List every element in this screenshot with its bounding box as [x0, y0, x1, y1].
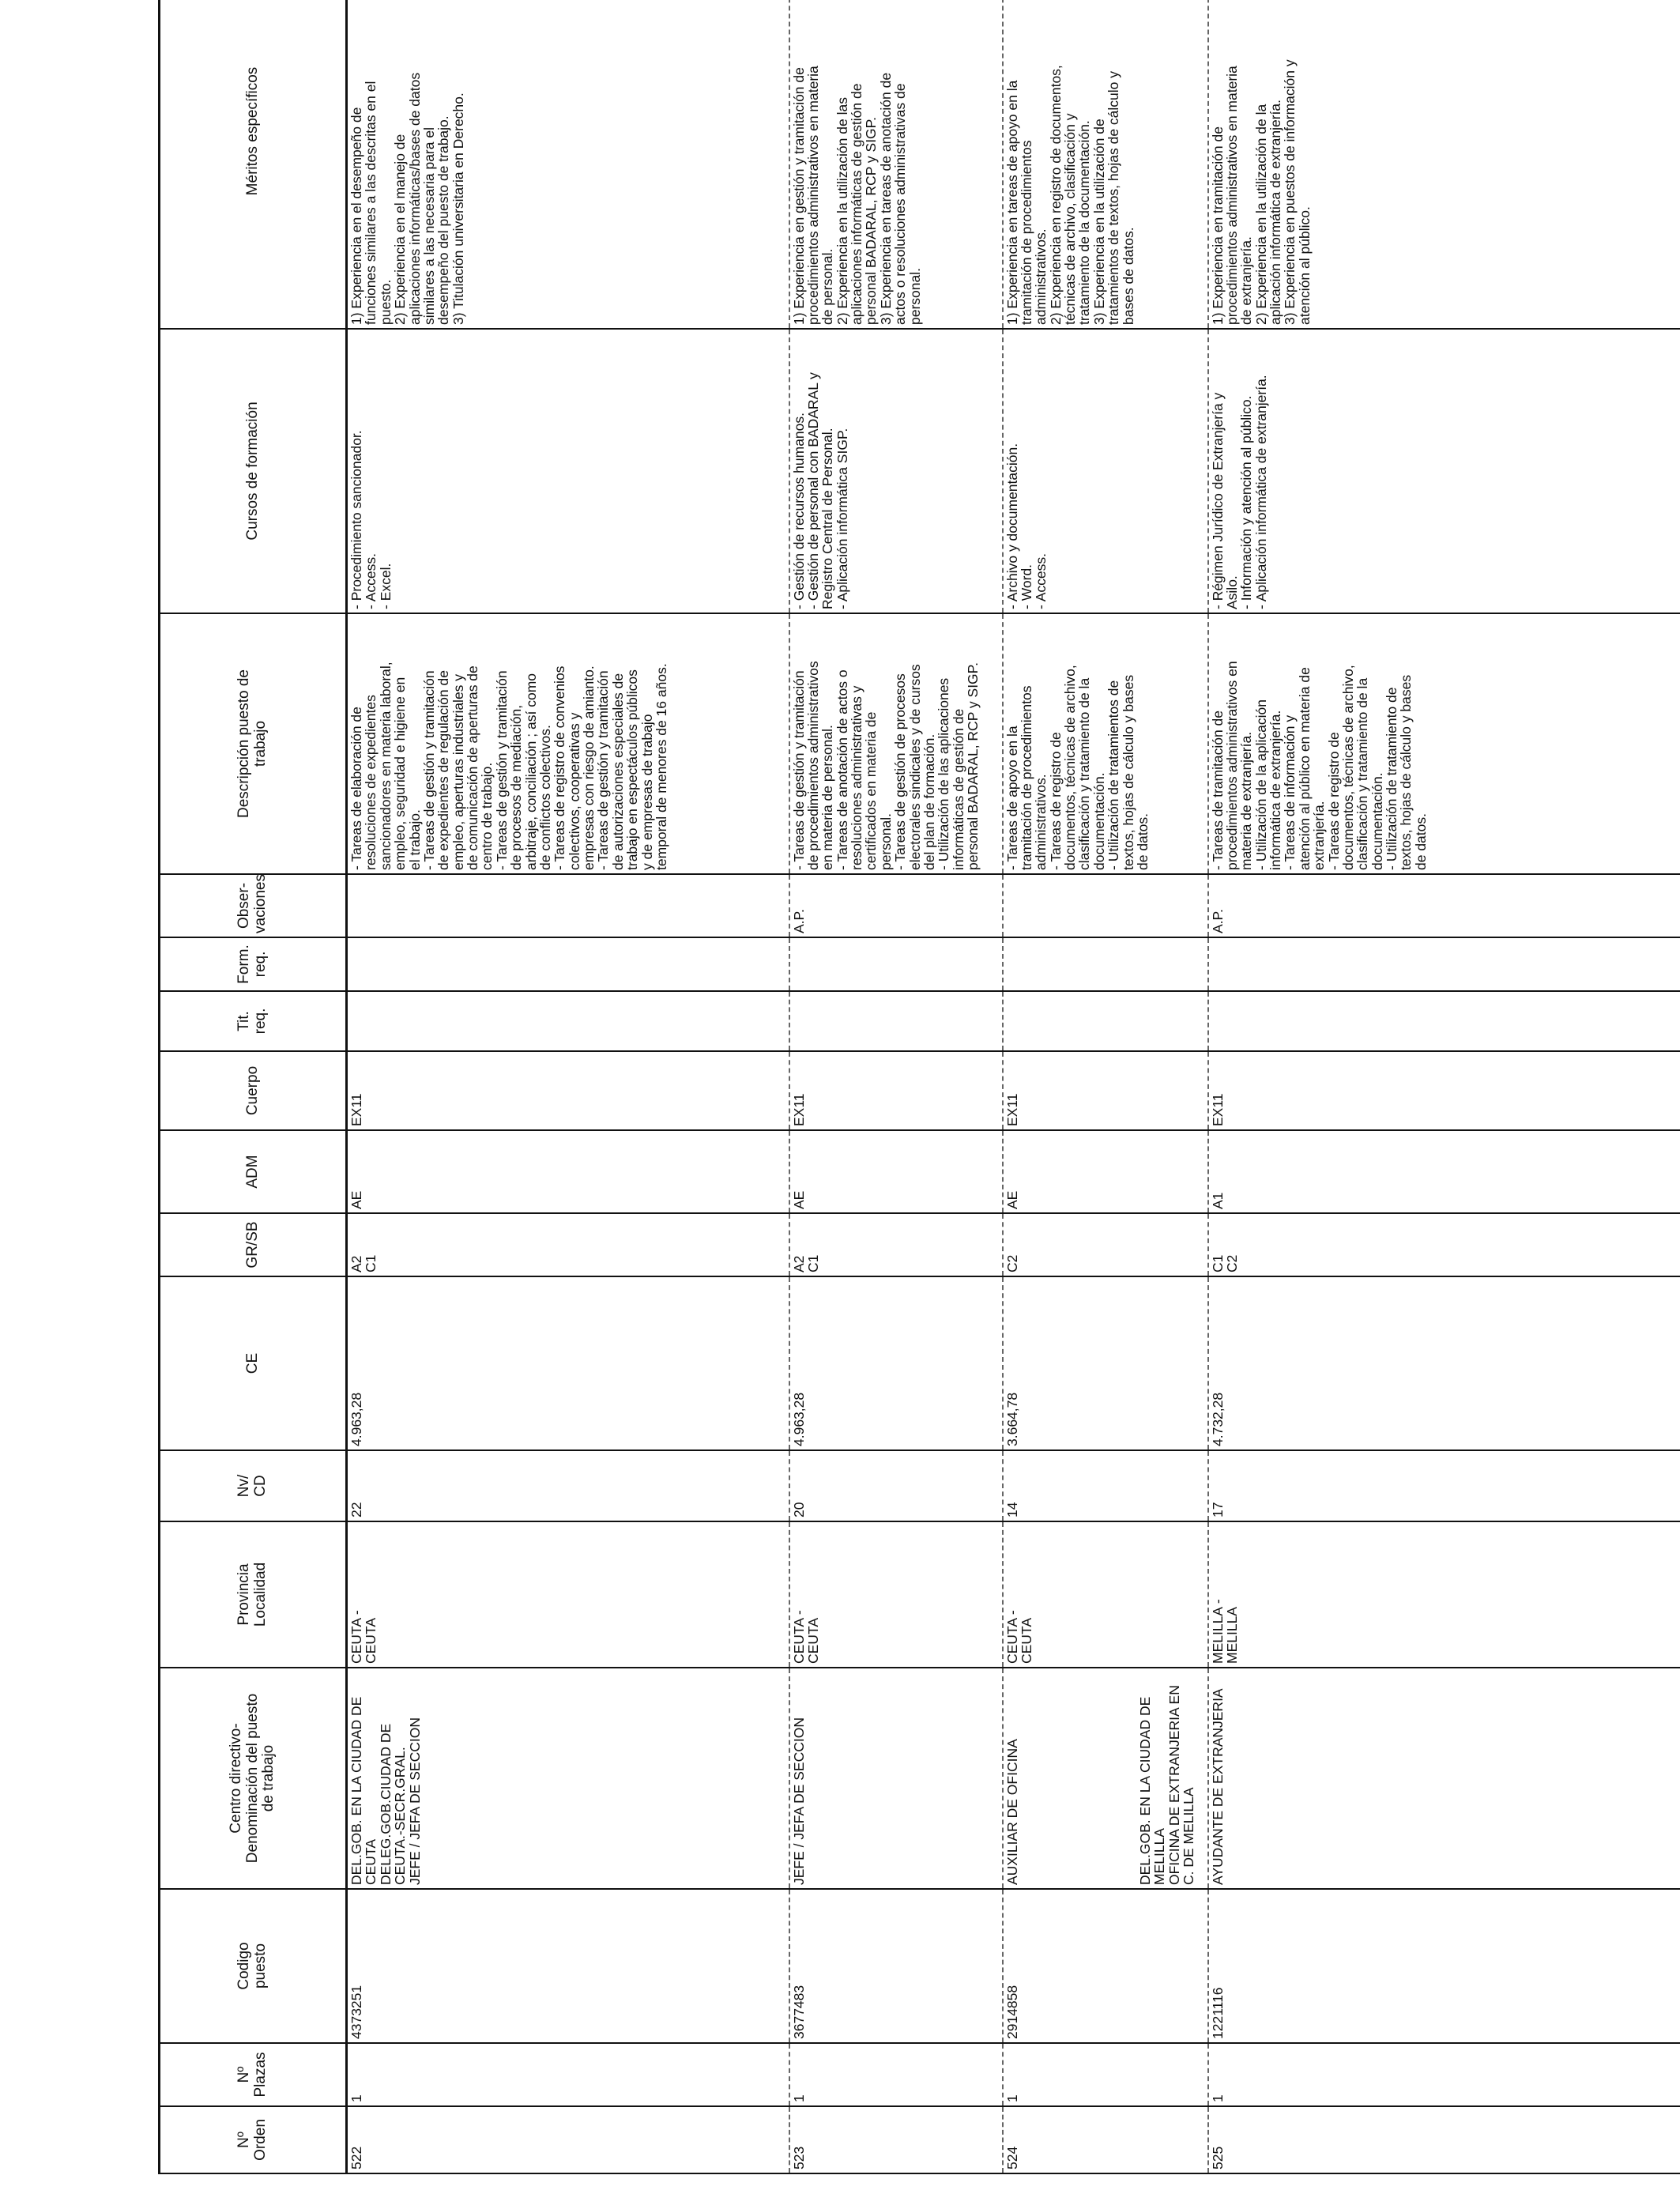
header-titulacion: Tit. req. — [160, 991, 347, 1051]
table-row — [347, 0, 789, 2173]
formacion-cell — [789, 937, 1003, 991]
codigo-cell: 1221116 — [1208, 1889, 1680, 2043]
observaciones-cell: A.P. — [1208, 874, 1680, 937]
formacion-cell — [1208, 937, 1680, 991]
org-unit-melilla: DEL.GOB. EN LA CIUDAD DE MELILLA OFICINA DE EXTRANJERIA EN C. DE MELILLA — [1136, 1685, 1196, 1885]
meritos-cell: 1) Experiencia en gestión y tramitación de procedimientos administrativos en materia de personal. 2) Experiencia en la utilización de las aplicaciones informáticas de gestión de personal BADARAL, RCP y SIGP. 3) Experiencia en tareas de anotación de actos o resoluciones administrativas de personal. — [789, 0, 1003, 329]
nivel-cell: 22 — [347, 1450, 789, 1521]
ce-cell: 4.963,28 — [789, 1276, 1003, 1450]
cursos-cell: - Gestión de recursos humanos. - Gestión de personal con BADARAL y Registro Central de Personal. - Aplicación informática SIGP. — [789, 329, 1003, 613]
localidad-cell: CEUTA - CEUTA — [789, 1521, 1003, 1668]
header-codigo: Codigo puesto — [160, 1889, 347, 2043]
table-row — [789, 0, 1003, 2173]
ce-cell: 4.732,28 — [1208, 1276, 1680, 1450]
header-provincia: Provincia Localidad — [160, 1521, 347, 1668]
codigo-cell: 4373251 — [347, 1889, 789, 2043]
orden-cell: 523 — [789, 2106, 1003, 2173]
plazas-cell: 1 — [789, 2043, 1003, 2106]
puesto-name: JEFE / JEFA DE SECCION — [790, 1717, 807, 1885]
titulacion-cell — [789, 991, 1003, 1051]
centro-cell — [347, 1668, 789, 1889]
header-observaciones: Obser- vaciones — [160, 874, 347, 937]
cuerpo-cell: EX11 — [1208, 1051, 1680, 1130]
plazas-cell: 1 — [347, 2043, 789, 2106]
header-cuerpo: Cuerpo — [160, 1051, 347, 1130]
observaciones-cell: A.P. — [789, 874, 1003, 937]
header-descripcion: Descripción puesto de trabajo — [160, 613, 347, 874]
plazas-cell: 1 — [1208, 2043, 1680, 2106]
cursos-cell: - Archivo y documentación. - Word. - Access. — [1003, 329, 1208, 613]
nivel-cell: 20 — [789, 1450, 1003, 1521]
puesto-name: JEFE / JEFA DE SECCION — [406, 1717, 423, 1885]
titulacion-cell — [347, 991, 789, 1051]
puesto-name: AYUDANTE DE EXTRANJERIA — [1209, 1688, 1226, 1885]
header-plazas: Nº Plazas — [160, 2043, 347, 2106]
header-cursos: Cursos de formación — [160, 329, 347, 613]
descripcion-cell: - Tareas de elaboración de resoluciones de expedientes sancionadores en materia laboral, empleo, seguridad e higiene en el trabajo. - Tareas de gestión y tramitación de expedientes de regulación de empleo, aperturas industriales y de comunicación de aperturas de centro de trabajo. - Tareas de gestión y tramitación de procesos de mediación, arbitraje, conciliación ; así como de conflictos colectivos. - Tareas de registro de convenios colectivos, cooperativas y empresas con riesgo de amianto. - Tareas de gestión y tramitación de autorizaciones especiales de trabajo en espectáculos públicos y de empresas de trabajo temporal de menores de 16 años. — [347, 613, 789, 874]
header-grupo: GR/SB — [160, 1213, 347, 1276]
observaciones-cell — [1003, 874, 1208, 937]
titulacion-cell — [1003, 991, 1208, 1051]
adm-cell: AE — [1003, 1130, 1208, 1213]
adm-cell: A1 — [1208, 1130, 1680, 1213]
cursos-cell: - Procedimiento sancionador. - Access. - Excel. — [347, 329, 789, 613]
formacion-cell — [1003, 937, 1208, 991]
adm-cell: AE — [789, 1130, 1003, 1213]
orden-cell: 525 — [1208, 2106, 1680, 2173]
orden-cell: 524 — [1003, 2106, 1208, 2173]
grupo-cell: C2 — [1003, 1213, 1208, 1276]
centro-cell — [1003, 1668, 1208, 1889]
cuerpo-cell: EX11 — [789, 1051, 1003, 1130]
centro-cell — [789, 1668, 1003, 1889]
nivel-cell: 17 — [1208, 1450, 1680, 1521]
orden-cell: 522 — [347, 2106, 789, 2173]
localidad-cell: CEUTA - CEUTA — [1003, 1521, 1208, 1668]
codigo-cell: 2914858 — [1003, 1889, 1208, 2043]
grupo-cell: A2 C1 — [347, 1213, 789, 1276]
meritos-cell: 1) Experiencia en el desempeño de funciones similares a las descritas en el puesto. 2) Experiencia en el manejo de aplicaciones informáticas/bases de datos similares a las necesaria para el desempeño del puesto de trabajo. 3) Titulación universitaria en Derecho. — [347, 0, 789, 329]
descripcion-cell: - Tareas de gestión y tramitación de procedimientos administrativos en materia de personal. - Tareas de anotación de actos o resoluciones administrativas y certificados en materia de personal. - Tareas de gestión de procesos electorales sindicales y de cursos del plan de formación. - Utilización de las aplicaciones informáticas de gestión de personal BADARAL, RCP y SIGP. — [789, 613, 1003, 874]
cursos-cell: - Régimen Jurídico de Extranjería y Asilo. - Información y atención al público. - Aplicación informática de extranjería. — [1208, 329, 1680, 613]
header-adm: ADM — [160, 1130, 347, 1213]
observaciones-cell — [347, 874, 789, 937]
header-centro: Centro directivo- Denominación del puesto de trabajo — [160, 1668, 347, 1889]
cuerpo-cell: EX11 — [1003, 1051, 1208, 1130]
localidad-cell: CEUTA - CEUTA — [347, 1521, 789, 1668]
centro-cell — [1208, 1668, 1680, 1889]
grupo-cell: A2 C1 — [789, 1213, 1003, 1276]
codigo-cell: 3677483 — [789, 1889, 1003, 2043]
meritos-cell: 1) Experiencia en tramitación de procedimientos administrativos en materia de extranjería. 2) Experiencia en la utilización de la aplicación informática de extranjería. 3) Experiencia en puestos de información y atención al público. — [1208, 0, 1680, 329]
adm-cell: AE — [347, 1130, 789, 1213]
header-meritos: Méritos específicos — [160, 0, 347, 329]
descripcion-cell: - Tareas de apoyo en la tramitación de procedimientos administrativos. - Tareas de registro de documentos, técnicas de archivo, clasificación y tratamiento de la documentación. - Utilización de tratamientos de textos, hojas de cálculo y bases de datos. — [1003, 613, 1208, 874]
header-formacion: Form. req. — [160, 937, 347, 991]
cuerpo-cell: EX11 — [347, 1051, 789, 1130]
header-orden: Nº Orden — [160, 2106, 347, 2173]
grupo-cell: C1 C2 — [1208, 1213, 1680, 1276]
meritos-cell: 1) Experiencia en tareas de apoyo en la tramitación de procedimientos administrativos. 2) Experiencia en registro de documentos, técnicas de archivo, clasificación y tratamiento de la documentación. 3) Experiencia en la utilización de tratamientos de textos, hojas de cálculo y bases de datos. — [1003, 0, 1208, 329]
table-row — [1208, 0, 1680, 2173]
header-row — [160, 0, 347, 2173]
titulacion-cell — [1208, 991, 1680, 1051]
job-positions-table — [158, 0, 1680, 2174]
localidad-cell: MELILLA - MELILLA — [1208, 1521, 1680, 1668]
formacion-cell — [347, 937, 789, 991]
ce-cell: 3.664,78 — [1003, 1276, 1208, 1450]
plazas-cell: 1 — [1003, 2043, 1208, 2106]
table-row — [1003, 0, 1208, 2173]
puesto-name: AUXILIAR DE OFICINA — [1004, 1739, 1020, 1885]
header-ce: CE — [160, 1276, 347, 1450]
org-unit-ceuta: DEL.GOB. EN LA CIUDAD DE CEUTA DELEG.GOB.CIUDAD DE CEUTA.-SECR.GRAL. — [348, 1696, 409, 1885]
header-nivel: Nv/ CD — [160, 1450, 347, 1521]
descripcion-cell: - Tareas de tramitación de procedimientos administrativos en materia de extranjería. - Utilización de la aplicación informática de extranjería. - Tareas de información y atención al público en materia de extranjería. - Tareas de registro de documentos, técnicas de archivo, clasificación y tratamiento de la documentación. - Utilización de tratamiento de textos, hojas de cálculo y bases de datos. — [1208, 613, 1680, 874]
ce-cell: 4.963,28 — [347, 1276, 789, 1450]
nivel-cell: 14 — [1003, 1450, 1208, 1521]
